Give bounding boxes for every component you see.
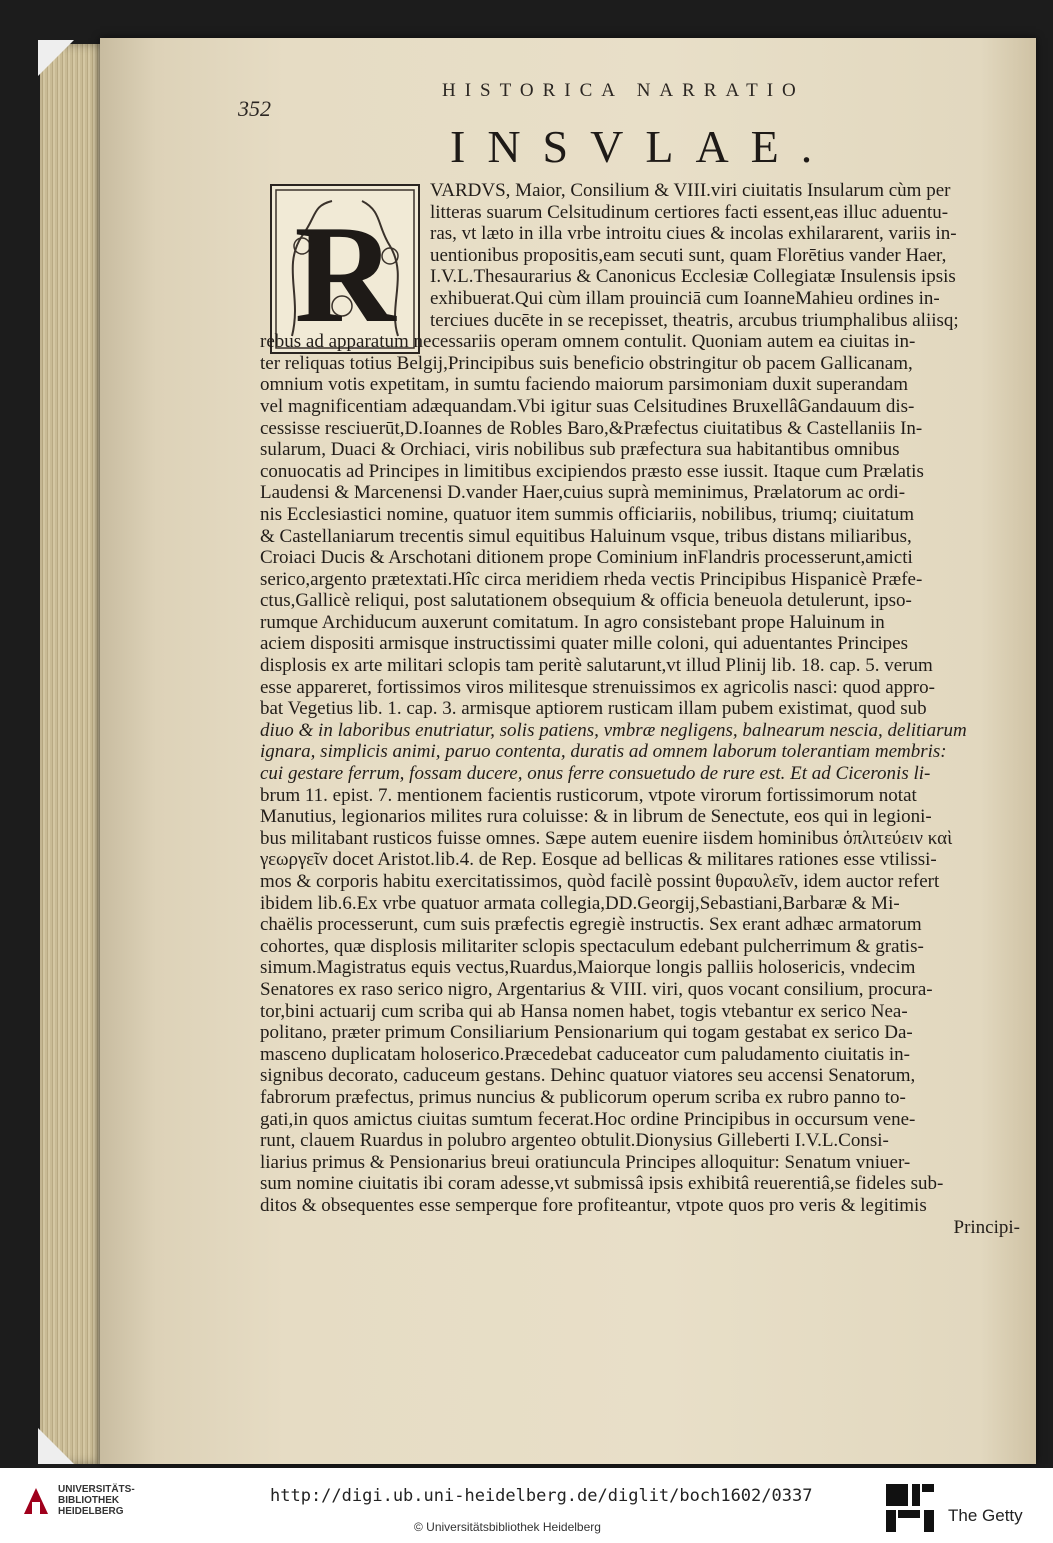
text-line: signibus decorato, caduceum gestans. Dehinc quatuor viatores seu accensi Senatorum,	[260, 1065, 916, 1087]
permalink[interactable]: http://digi.ub.uni-heidelberg.de/diglit/boch1602/0337	[270, 1486, 813, 1506]
page-title: INSVLAE.	[450, 121, 835, 172]
text-line: VARDVS, Maior, Consilium & VIII.viri ciuitatis Insularum cùm per	[430, 180, 951, 201]
text-line: ter reliquas totius Belgij,Principibus suis beneficio obstringitur ob pacem Gallicanam,	[260, 352, 913, 374]
corner-mount	[38, 1428, 74, 1464]
copyright-notice: © Universitätsbibliothek Heidelberg	[414, 1520, 601, 1534]
text-line: runt, clauem Ruardus in polubro argenteo obtulit.Dionysius Gilleberti I.V.L.Consi-	[260, 1130, 889, 1152]
text-line: ras, vt læto in illa vrbe introitu ciues & incolas exhilararent, variis in-	[430, 223, 957, 245]
university-library-name: UNIVERSITÄTS- BIBLIOTHEK HEIDELBERG	[58, 1484, 135, 1517]
text-line: politano, præter primum Consiliarium Pensionarium qui togam gestabat ex serico Da-	[260, 1022, 913, 1044]
text-line: vel magnificentiam adæquandam.Vbi igitur suas Celsitudines BruxellâGandauum dis-	[260, 395, 915, 417]
text-line: ibidem lib.6.Ex vrbe quatuor armata collegia,DD.Georgij,Sebastiani,Barbaræ & Mi-	[260, 892, 900, 914]
text-line: sum nomine ciuitatis ibi coram adesse,vt submissâ ipsis exhibitâ reuerentiâ,se fideles sub-	[260, 1173, 944, 1195]
text-line: brum 11. epist. 7. mentionem facientis rusticorum, vtpote virorum fortissimorum notat	[260, 784, 917, 806]
text-line: tor,bini actuarij cum scriba qui ab Hansa nomen habet, togis vtebantur ex serico Nea-	[260, 1000, 908, 1022]
catchword: Principi-	[953, 1216, 1020, 1238]
text-line: cohortes, quæ displosis militariter sclopis spectaculum edebant pulcherrimum & gratis-	[260, 935, 924, 957]
text-line: gati,in quos amictus ciuitas sumtum fecerat.Hoc ordine Principibus in occursum vene-	[260, 1108, 916, 1130]
text-line: omnium votis expetitam, in sumtu faciendo maiorum parsimoniam duxit superandam	[260, 374, 908, 396]
text-line: rumque Archiducum auxerunt comitatum. In agro consistebant prope Haluinum in	[260, 611, 885, 633]
text-line: sularum, Duaci & Orchiaci, viris nobilibus sub præfectura sua habitantibus omnibus	[260, 439, 900, 461]
text-line: exhibuerat.Qui cùm illam prouinciā cum IoanneMahieu ordines in-	[430, 287, 940, 309]
text-line: bus militabant rusticos fuisse omnes. Sæpe autem euenire iisdem hominibus ὁπλιτεύειν καὶ	[260, 827, 953, 849]
text-line: esse appareret, fortissimos viros militesque strenuissimos ex agricolis nasci: quod appro-	[260, 676, 935, 698]
text-line: liarius primus & Pensionarius breui oratiuncula Principes alloquitur: Senatum vniuer-	[260, 1151, 911, 1173]
text-line: terciues ducēte in se recepisset, theatris, arcubus triumphalibus aliisq;	[430, 309, 959, 331]
text-line: litteras suarum Celsitudinum certiores facti essent,eas illuc aduentu-	[430, 201, 949, 223]
folio-number: 352	[238, 96, 271, 121]
text-line: Laudensi & Marcenensi D.vander Haer,cuius suprà meminimus, Prælatorum ac ordi-	[260, 482, 906, 504]
text-line: displosis ex arte militari sclopis tam peritè salutarunt,vt illud Plinij lib. 18. cap. 5. verum	[260, 655, 933, 677]
text-line: ignara, simplicis animi, paruo contenta, duratis ad omnem laborum tolerantiam membris:	[260, 741, 947, 763]
university-library-logo-icon[interactable]	[20, 1484, 52, 1518]
text-line: diuo & in laboribus enutriatur, solis patiens, vmbræ negligens, balnearum nescia, delitiarum	[260, 719, 967, 741]
text-line: chaëlis processerunt, cum suis præfectis egregiè instructis. Sex erant adhæc armatorum	[260, 914, 922, 936]
text-line: rebus ad apparatum necessariis operam omnem contulit. Quoniam autem ea ciuitas in-	[260, 331, 916, 353]
text-line: & Castellaniarum trecentis simul equitibus Haluinum vsque, tribus distans miliaribus,	[260, 525, 912, 547]
text-line: ditos & obsequentes esse semperque fore profiteantur, vtpote quos pro veris & legitimis	[260, 1194, 927, 1216]
body-text	[260, 180, 1020, 1238]
getty-logo-icon[interactable]	[884, 1482, 936, 1534]
text-line: ctus,Gallicè reliqui, post salutationem obsequium & officia beneuola detulerunt, ipso-	[260, 590, 912, 612]
getty-label[interactable]: The Getty	[948, 1506, 1023, 1525]
text-line: simum.Magistratus equis vectus,Ruardus,Maiorque longis palliis holosericis, vndecim	[260, 957, 916, 979]
text-line: Senatores ex raso serico nigro, Argentarius & VIII. viri, quos vocant consilium, procura-	[260, 978, 933, 1000]
text-line: serico,argento prætextati.Hîc circa meridiem rheda vectis Principibus Hispanicè Præfe-	[260, 568, 923, 590]
text-line: mos & corporis habitu exercitatissimos, quòd facilè possint θυραυλεῖν, idem auctor refert	[260, 871, 940, 892]
page-edge	[40, 44, 108, 1464]
text-line: cui gestare ferrum, fossam ducere, onus ferre consuetudo de rure est. Et ad Ciceronis li-	[260, 763, 931, 785]
running-head: HISTORICA NARRATIO	[442, 80, 805, 101]
text-line: γεωργεῖν docet Aristot.lib.4. de Rep. Eosque ad bellicas & militares rationes esse vtilissi-	[260, 849, 937, 871]
svg-text:R: R	[294, 197, 396, 352]
text-line: uentionibus propositis,eam secuti sunt, quam Florētius vander Haer,	[430, 244, 947, 266]
text-line: masceno duplicatam holoserico.Præcedebat caduceator cum paludamento ciuitatis in-	[260, 1043, 910, 1065]
text-line: aciem dispositi armisque instructissimi quater mille coloni, qui aduentantes Principes	[260, 633, 908, 655]
text-line: nis Ecclesiastici nomine, quatuor item summis officiariis, nobilibus, triumq; ciuitatum	[260, 503, 914, 525]
text-line: conuocatis ad Principes in limitibus excipiendos præsto esse iussit. Itaque cum Prælatis	[260, 460, 924, 482]
text-line: Croiaci Ducis & Arschotani ditionem prope Cominium inFlandris processerunt,amicti	[260, 547, 913, 569]
text-line: Manutius, legionarios milites rura coluisse: & in librum de Senectute, eos qui in legioni-	[260, 806, 932, 828]
text-line: fabrorum præfectus, primus nuncius & publicorum operum scriba ex rubro panno to-	[260, 1086, 906, 1108]
text-line: I.V.L.Thesaurarius & Canonicus Ecclesiæ Collegiatæ Insulensis ipsis	[430, 266, 956, 288]
text-line: cessisse resciuerūt,D.Ioannes de Robles Baro,&Præfectus ciuitatibus & Castellaniis In-	[260, 417, 923, 439]
text-line: bat Vegetius lib. 1. cap. 3. armisque aptiorem rusticam illam pubem existimat, quod sub	[260, 698, 927, 720]
corner-mount	[38, 40, 74, 76]
